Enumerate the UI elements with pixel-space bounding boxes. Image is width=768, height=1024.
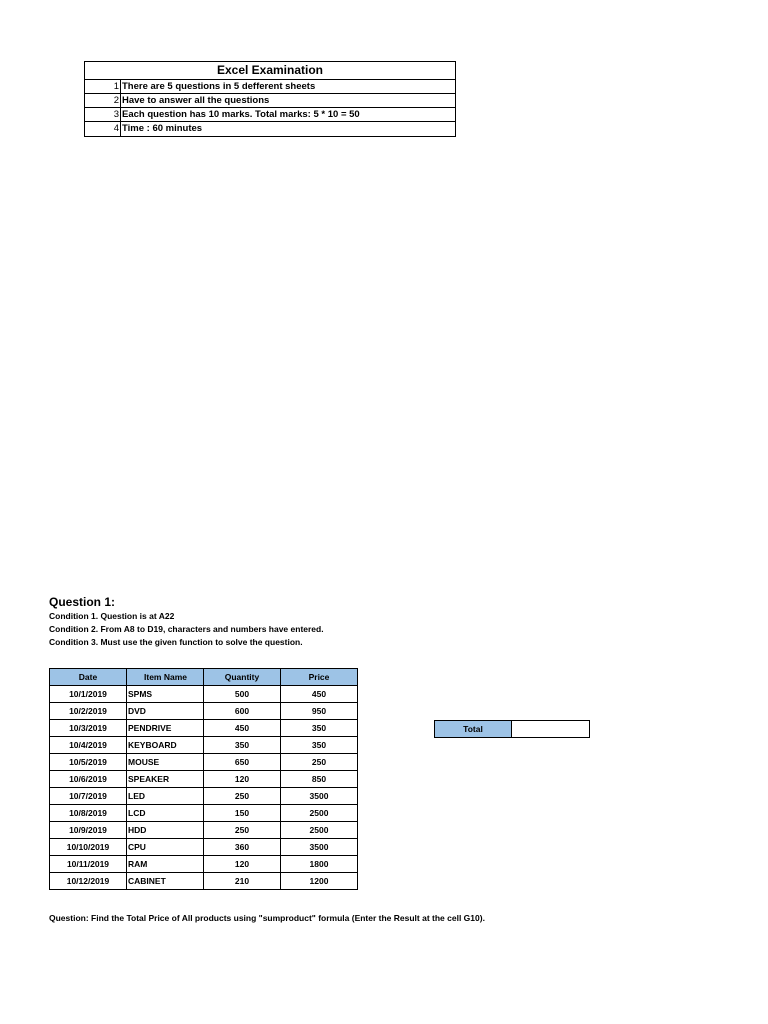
cell-date[interactable]: 10/6/2019: [50, 771, 127, 788]
instruction-text: There are 5 questions in 5 defferent sheets: [122, 81, 316, 92]
instruction-row: [85, 94, 455, 108]
cell-item[interactable]: CABINET: [127, 873, 204, 890]
cell-item[interactable]: SPMS: [127, 686, 204, 703]
condition-3: Condition 3. Must use the given function to solve the question.: [49, 637, 303, 647]
instruction-number: 4: [85, 122, 121, 136]
cell-quantity[interactable]: 350: [204, 737, 281, 754]
cell-date[interactable]: 10/9/2019: [50, 822, 127, 839]
instruction-text: Each question has 10 marks. Total marks: 5 * 10 = 50: [122, 109, 360, 120]
cell-date[interactable]: 10/5/2019: [50, 754, 127, 771]
table-row: [50, 720, 358, 737]
table-row: [50, 822, 358, 839]
question-text: Question: Find the Total Price of All products using "sumproduct" formula (Enter the Result at the cell G10).: [49, 913, 485, 923]
header-price[interactable]: Price: [281, 669, 358, 686]
table-row: [50, 873, 358, 890]
cell-price[interactable]: 450: [281, 686, 358, 703]
instruction-row: [85, 122, 455, 136]
cell-price[interactable]: 1800: [281, 856, 358, 873]
cell-item[interactable]: CPU: [127, 839, 204, 856]
cell-item[interactable]: RAM: [127, 856, 204, 873]
cell-date[interactable]: 10/7/2019: [50, 788, 127, 805]
instruction-row: [85, 80, 455, 94]
cell-item[interactable]: LCD: [127, 805, 204, 822]
cell-date[interactable]: 10/10/2019: [50, 839, 127, 856]
cell-quantity[interactable]: 250: [204, 822, 281, 839]
header-date[interactable]: Date: [50, 669, 127, 686]
cell-price[interactable]: 2500: [281, 822, 358, 839]
cell-date[interactable]: 10/12/2019: [50, 873, 127, 890]
cell-quantity[interactable]: 150: [204, 805, 281, 822]
cell-date[interactable]: 10/2/2019: [50, 703, 127, 720]
cell-item[interactable]: SPEAKER: [127, 771, 204, 788]
table-row: [50, 805, 358, 822]
cell-quantity[interactable]: 250: [204, 788, 281, 805]
cell-item[interactable]: PENDRIVE: [127, 720, 204, 737]
condition-2: Condition 2. From A8 to D19, characters and numbers have entered.: [49, 624, 324, 634]
table-row: [50, 839, 358, 856]
instruction-text: Time : 60 minutes: [122, 123, 203, 134]
table-row: [50, 754, 358, 771]
cell-quantity[interactable]: 450: [204, 720, 281, 737]
cell-price[interactable]: 3500: [281, 839, 358, 856]
table-row: [50, 737, 358, 754]
cell-quantity[interactable]: 120: [204, 856, 281, 873]
instructions-title: Excel Examination: [85, 62, 455, 80]
instruction-row: [85, 108, 455, 122]
cell-price[interactable]: 3500: [281, 788, 358, 805]
instruction-text: Have to answer all the questions: [122, 95, 270, 106]
cell-date[interactable]: 10/8/2019: [50, 805, 127, 822]
cell-price[interactable]: 850: [281, 771, 358, 788]
header-quantity[interactable]: Quantity: [204, 669, 281, 686]
cell-date[interactable]: 10/11/2019: [50, 856, 127, 873]
table-row: [50, 686, 358, 703]
question-heading: Question 1:: [49, 595, 116, 609]
condition-1: Condition 1. Question is at A22: [49, 611, 175, 621]
table-row: [50, 771, 358, 788]
cell-quantity[interactable]: 210: [204, 873, 281, 890]
cell-item[interactable]: HDD: [127, 822, 204, 839]
cell-price[interactable]: 350: [281, 737, 358, 754]
instruction-number: 2: [85, 94, 121, 107]
instruction-number: 3: [85, 108, 121, 121]
instruction-number: 1: [85, 80, 121, 93]
total-box: [434, 720, 590, 738]
cell-quantity[interactable]: 650: [204, 754, 281, 771]
cell-item[interactable]: DVD: [127, 703, 204, 720]
table-row: [50, 788, 358, 805]
cell-quantity[interactable]: 600: [204, 703, 281, 720]
cell-date[interactable]: 10/3/2019: [50, 720, 127, 737]
total-label[interactable]: Total: [435, 721, 512, 737]
cell-price[interactable]: 250: [281, 754, 358, 771]
table-header-row: [50, 669, 358, 686]
table-row: [50, 856, 358, 873]
cell-price[interactable]: 950: [281, 703, 358, 720]
cell-date[interactable]: 10/4/2019: [50, 737, 127, 754]
cell-price[interactable]: 350: [281, 720, 358, 737]
cell-quantity[interactable]: 360: [204, 839, 281, 856]
cell-price[interactable]: 2500: [281, 805, 358, 822]
total-value-cell[interactable]: [512, 721, 589, 737]
instructions-box: [84, 61, 456, 137]
cell-quantity[interactable]: 120: [204, 771, 281, 788]
data-table: [49, 668, 358, 890]
header-item-name[interactable]: Item Name: [127, 669, 204, 686]
cell-item[interactable]: MOUSE: [127, 754, 204, 771]
table-row: [50, 703, 358, 720]
cell-item[interactable]: KEYBOARD: [127, 737, 204, 754]
cell-date[interactable]: 10/1/2019: [50, 686, 127, 703]
cell-price[interactable]: 1200: [281, 873, 358, 890]
cell-quantity[interactable]: 500: [204, 686, 281, 703]
cell-item[interactable]: LED: [127, 788, 204, 805]
